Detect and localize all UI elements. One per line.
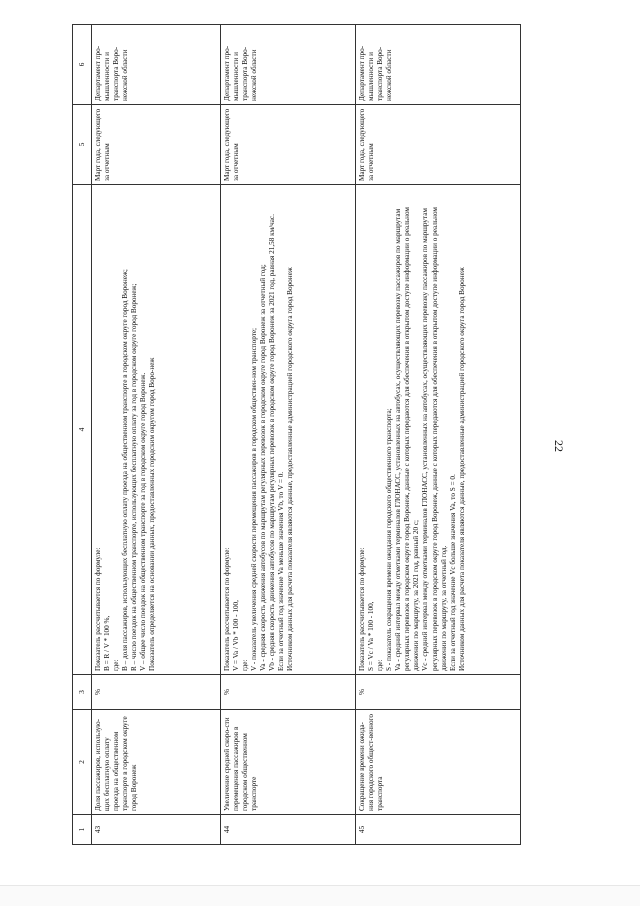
method-line: где: <box>241 659 250 671</box>
indicators-table <box>72 24 521 845</box>
method-line: Показатель рассчитывается по формуле: <box>223 547 231 671</box>
unit-cell: % <box>356 675 521 710</box>
method-line: где: <box>376 659 385 671</box>
column-header: 2 <box>73 710 92 815</box>
column-header: 6 <box>73 25 92 105</box>
row-number: 45 <box>356 815 521 845</box>
column-header: 4 <box>73 185 92 675</box>
method-line: R – число поездок на общественном транспорте, использующих бесплатную оплату за год в городском округе город Воронеж; <box>130 283 139 671</box>
row-number: 43 <box>92 815 221 845</box>
method-line: Показатель рассчитывается по формуле: <box>94 547 102 671</box>
method-line: Va - средняя скорость движения автобусов по маршрутам регулярных перевозок в городском округе город Воронеж за отчетный год; <box>259 264 268 671</box>
method-line: V - показатель увеличения средней скорости перемещения пассажиров в городском обществен-ном транспорте; <box>250 327 259 671</box>
method-line: B – доля пассажиров, использующих бесплатную оплату проезда на общественном транспорте в городском округе город Воронеж; <box>121 269 130 671</box>
method-line: где: <box>112 659 121 671</box>
unit-cell: % <box>92 675 221 710</box>
table-row <box>92 25 221 845</box>
column-header: 3 <box>73 675 92 710</box>
indicator-name: Увеличение средней скоро-сти перемещения пассажиров в городском общественном транспорте <box>221 710 356 815</box>
responsible-cell: Департамент про-мышленности и транспорта Воро-нежской области <box>221 25 356 105</box>
table-row <box>221 25 356 845</box>
method-line: V – общее число поездок на общественном транспорте за год в городском округе город Воронеж. <box>139 372 148 671</box>
method-line: Источником данных для расчета показателя являются данные, предоставленные администрацией городского округа город Воронеж <box>286 267 295 671</box>
method-line: V = Va / Vb * 100 - 100, <box>232 600 241 671</box>
method-line: Vc - средний интервал между отметками терминалов ГЛОНАСС, установленных на автобусах, осуществляющих перевозку пассажиров по маршрутам регулярных перевозок в городском округе город Воронеж, данные с которых передаются для обеспечения в открытом доступе информации о реальном движении по маршруту, за отчетный год. <box>421 207 448 671</box>
method-line: Va - средний интервал между отметками терминалов ГЛОНАСС, установленных на автобусах, осуществляющих перевозку пассажиров по маршрутам регулярных перевозок в городском округе город Воронеж, данные с которых передаются для обеспечения в открытом доступе информации о реальном движении по маршруту, за 2021 год, равный 20 с; <box>394 207 421 671</box>
method-line: Vb - средняя скорость движения автобусов по маршрутам регулярных перевозок в городском округе город Воронеж за 2021 год, равная 21,58 км/час. <box>268 214 277 671</box>
method-cell <box>221 185 356 675</box>
indicator-name: Доля пассажиров, использую-щих бесплатную оплату проезда на общественном транспорте в городском округе город Воронеж <box>92 710 221 815</box>
method-line: Источником данных для расчета показателя являются данные, предоставленные администрацией городского округа город Воронеж <box>457 267 466 671</box>
column-header: 1 <box>73 815 92 845</box>
table-row <box>356 25 521 845</box>
responsible-cell: Департамент про-мышленности и транспорта Воро-нежской области <box>356 25 521 105</box>
header-row <box>73 25 92 845</box>
unit-cell: % <box>221 675 356 710</box>
method-line: Если за отчетный год значение Vc больше значения Va, то S = 0. <box>448 474 457 671</box>
scan-bottom-edge <box>0 885 640 906</box>
method-line: S - показатель сокращения времени ожидания городского общественного транспорта; <box>385 408 394 671</box>
method-cell <box>356 185 521 675</box>
indicator-name: Сокращение времени ожида-ния городского общест-венного транспорта <box>356 710 521 815</box>
deadline-cell: Март года, следующего за отчетным <box>356 105 521 185</box>
page-number: 22 <box>552 440 566 452</box>
method-line: Показатель определяется на основании данных, предоставленных городским округом город Воро-неж <box>148 357 157 671</box>
row-number: 44 <box>221 815 356 845</box>
method-line: B = R / V * 100 %, <box>103 615 112 671</box>
method-line: S = Vc / Va * 100 - 100, <box>367 601 376 671</box>
method-line: Показатель рассчитывается по формуле: <box>358 547 366 671</box>
method-cell <box>92 185 221 675</box>
column-header: 5 <box>73 105 92 185</box>
method-line: Если за отчетный год значение Va меньше значения Vb, то V = 0. <box>277 471 286 671</box>
rotated-table-area <box>72 25 542 845</box>
deadline-cell: Март года, следующего за отчетным <box>221 105 356 185</box>
responsible-cell: Департамент про-мышленности и транспорта Воро-нежской области <box>92 25 221 105</box>
deadline-cell: Март года, следующего за отчетным <box>92 105 221 185</box>
